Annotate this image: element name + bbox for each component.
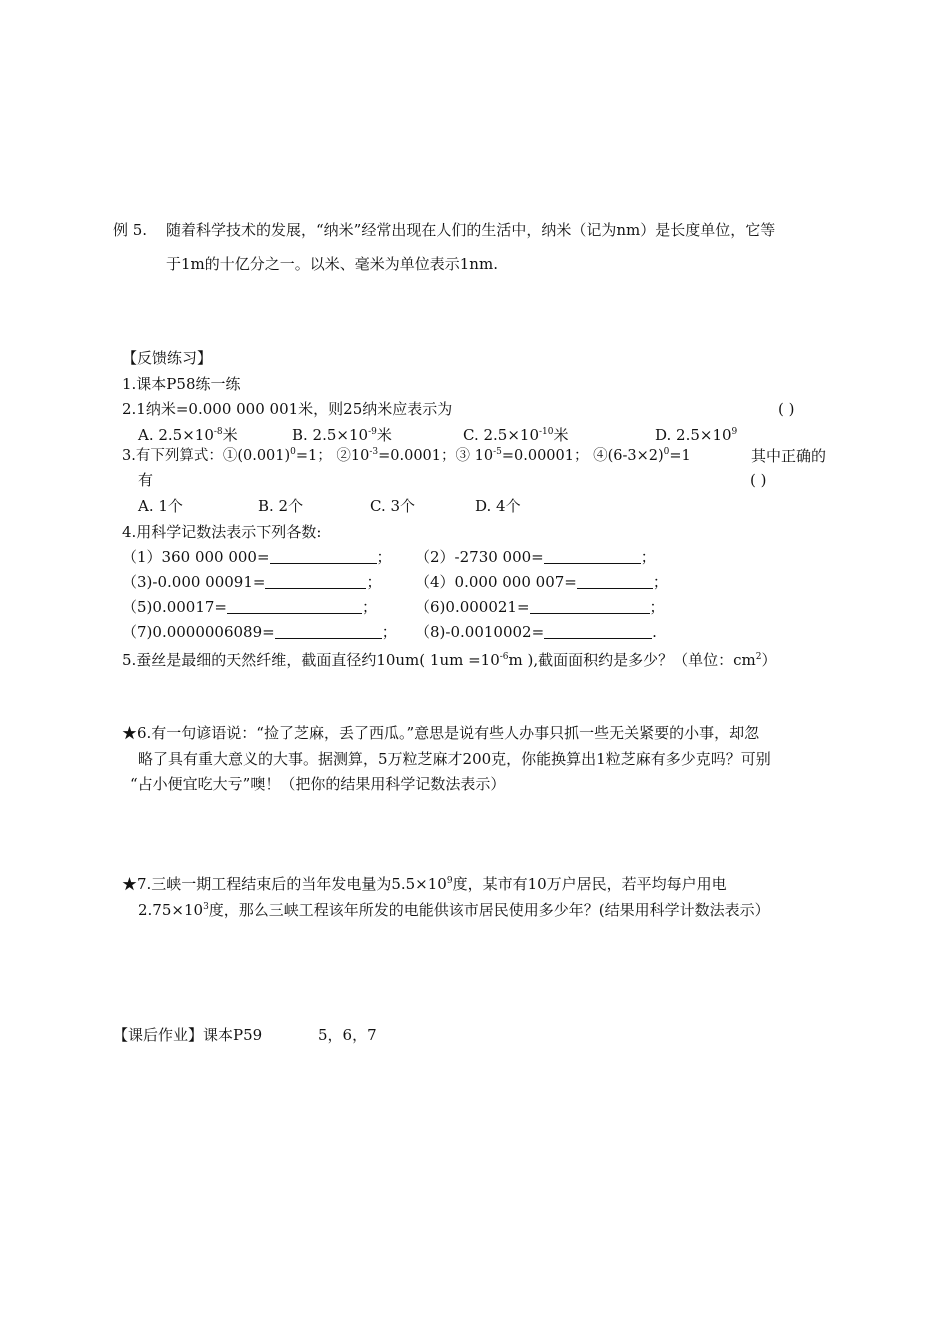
q4-item-1: （1）360 000 000= ；	[122, 548, 392, 566]
question-7-line-1: ★7.三峡一期工程结束后的当年发电量为$5.5\times 10^9$度，某市有10万户居民，若平均每户用电	[122, 875, 727, 893]
example-5-line-1: 随着科学技术的发展，“纳米”经常出现在人们的生活中，纳米（记为nm）是长度单位，它等	[166, 221, 776, 239]
answer-blank[interactable]	[544, 549, 641, 564]
q4-item-3: （3)-0.000 00091= ；	[122, 573, 382, 591]
q4-item-8: （8)-0.0010002= .	[415, 623, 657, 641]
answer-blank[interactable]	[530, 599, 650, 614]
question-4-stem: 4.用科学记数法表示下列各数:	[122, 523, 322, 541]
answer-blank[interactable]	[270, 549, 377, 564]
option-b: B. 2个	[258, 497, 304, 515]
question-7-line-2: $2.75\times 10^3$度，那么三峡工程该年所发的电能供该市居民使用多少年？(结果用科学计数法表示）	[138, 901, 770, 919]
homework-heading: 【课后作业】课本P59	[113, 1026, 263, 1044]
feedback-heading: 【反馈练习】	[122, 349, 213, 367]
option-a: A. $2.5\times 10^{-8}$米	[138, 426, 238, 444]
example-5-label: 例 5.	[113, 221, 148, 239]
question-3-stem: 3.有下列算式：$①(0.001)^0=1$； $②10^{-3}=0.0001$；③ $10^{-5}=0.00001$； $④(6-3\times 2)^0=1$	[122, 447, 691, 464]
question-3-line-2: 有	[138, 471, 154, 489]
question-6-line-1: ★6.有一句谚语说：“捡了芝麻，丢了西瓜。”意思是说有些人办事只抓一些无关紧要的小事，却忽	[122, 724, 760, 742]
option-d: D. 4个	[475, 497, 521, 515]
answer-blank[interactable]	[227, 599, 362, 614]
option-b: B. $2.5\times 10^{-9}$米	[292, 426, 392, 444]
q4-item-7: （7)0.0000006089= ；	[122, 623, 397, 641]
option-a: A. 1个	[138, 497, 183, 515]
answer-blank[interactable]	[275, 624, 382, 639]
question-6-line-2: 略了具有重大意义的大事。据测算，5万粒芝麻才200克，你能换算出1粒芝麻有多少克吗？可别	[138, 750, 771, 768]
answer-parenthesis: ( )	[778, 400, 795, 418]
answer-blank[interactable]	[544, 624, 652, 639]
example-5-line-2: 于1m的十亿分之一。以米、毫米为单位表示1nm.	[166, 255, 498, 273]
question-2-stem: 2.1纳米=0.000 000 001米，则25纳米应表示为	[122, 400, 453, 418]
option-c: C. $2.5\times 10^{-10}$米	[463, 426, 569, 444]
q4-item-5: （5)0.00017= ；	[122, 598, 378, 616]
question-5: 5.蚕丝是最细的天然纤维，截面直径约10um( $1um =10^{-6}m$ ),截面面积约是多少？（单位：$cm^2$）	[122, 651, 777, 669]
question-3-tail: 其中正确的	[751, 447, 827, 465]
answer-blank[interactable]	[577, 574, 653, 589]
question-1: 1.课本P58练一练	[122, 375, 241, 393]
option-d: D. $2.5\times 10^9$	[655, 426, 738, 444]
answer-blank[interactable]	[265, 574, 366, 589]
q4-item-4: （4）0.000 000 007= ；	[415, 573, 668, 591]
q4-item-6: （6)0.000021= ；	[415, 598, 665, 616]
option-c: C. 3个	[370, 497, 416, 515]
question-6-line-3: “占小便宜吃大亏”噢！（把你的结果用科学记数法表示）	[130, 775, 506, 793]
answer-parenthesis: ( )	[750, 471, 767, 489]
homework-items: 5，6，7	[318, 1026, 377, 1044]
q4-item-2: （2）-2730 000= ；	[415, 548, 656, 566]
